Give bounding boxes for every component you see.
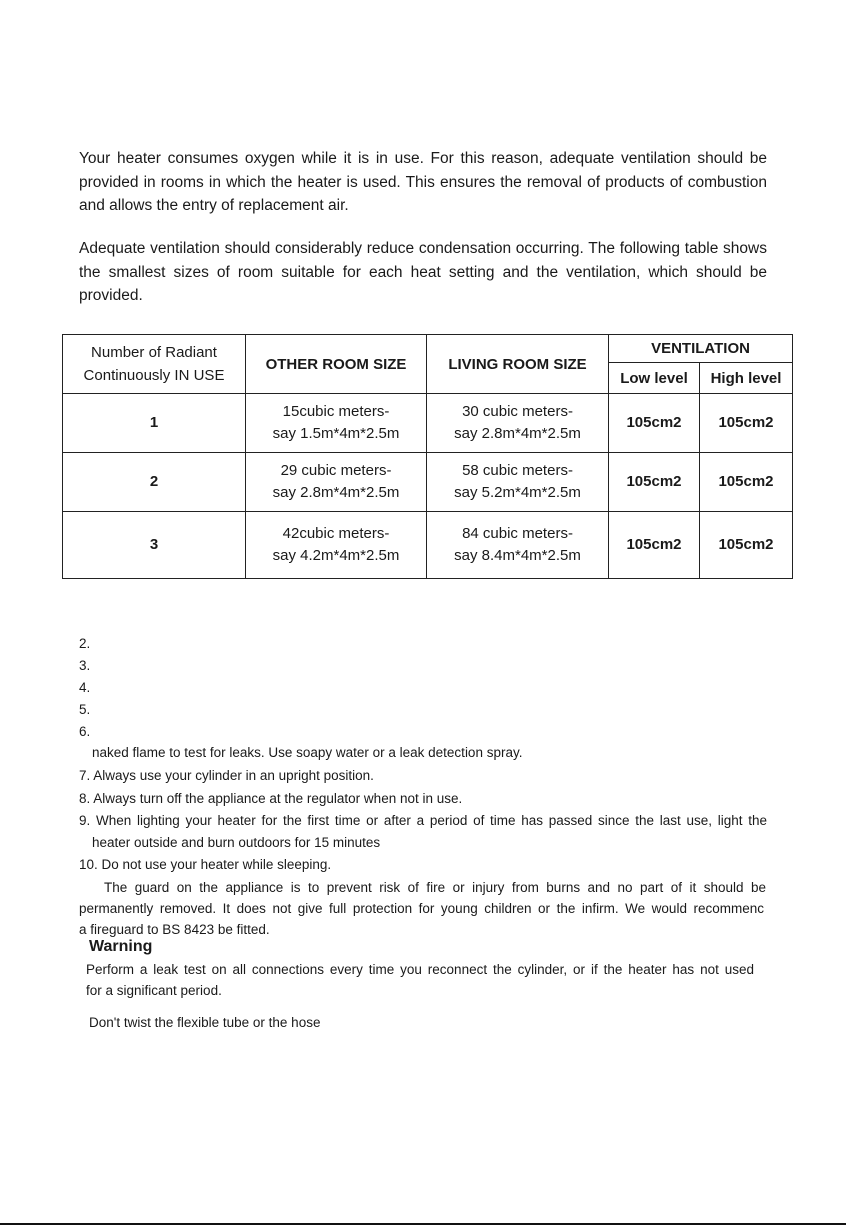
table-row [63,453,793,512]
intro-paragraph-oxygen: Your heater consumes oxygen while it is in use. For this reason, adequate ventilation should be provided in rooms in which the heater is used. This ensures the removal of products of combustion and allows the entry of replacement air. [79,150,767,214]
living-room-dims: say 2.8m*4m*2.5m [454,425,581,442]
guard-note-line2: permanently removed. It does not give full protection for young children or the infirm. We would recommenc [79,901,764,916]
list-number-3: 3. [79,658,91,673]
living-room-cell [427,512,609,579]
list-item-6-continuation: naked flame to test for leaks. Use soapy water or a leak detection spray. [92,745,523,760]
list-number-6: 6. [79,724,91,739]
list-number-5: 5. [79,702,91,717]
other-room-cell [246,394,427,453]
other-room-volume: 42cubic meters- [282,525,390,542]
radiants-cell: 3 [63,512,246,579]
other-room-dims: say 1.5m*4m*2.5m [272,425,400,442]
other-room-dims: say 2.8m*4m*2.5m [272,484,400,501]
header-other-room: OTHER ROOM SIZE [246,335,427,394]
table-row [63,512,793,579]
warning-title: Warning [89,938,153,955]
table-row [63,394,793,453]
warning-line3: Don't twist the flexible tube or the hose [89,1015,321,1030]
header-radiants-line2: Continuously IN USE [83,367,225,384]
other-room-cell [246,512,427,579]
intro-paragraph-condensation: Adequate ventilation should considerably reduce condensation occurring. The following table shows the smallest sizes of room suitable for each heat setting and the ventilation, which should be provided. [79,240,767,304]
high-level-cell: 105cm2 [700,453,793,512]
warning-line1: Perform a leak test on all connections every time you reconnect the cylinder, or if the heater has not used [86,962,754,977]
list-number-2: 2. [79,636,91,651]
living-room-dims: say 8.4m*4m*2.5m [454,547,581,564]
low-level-cell: 105cm2 [609,453,700,512]
list-item-8: 8. Always turn off the appliance at the regulator when not in use. [79,791,463,806]
other-room-dims: say 4.2m*4m*2.5m [272,547,400,564]
header-radiants-line1: Number of Radiant [91,344,217,361]
header-ventilation: VENTILATION [609,335,793,363]
radiants-cell: 2 [63,453,246,512]
low-level-cell: 105cm2 [609,394,700,453]
guard-note-line1: The guard on the appliance is to prevent risk of fire or injury from burns and no part of it should be [104,880,766,895]
list-number-4: 4. [79,680,91,695]
other-room-volume: 29 cubic meters- [280,462,392,479]
ventilation-table [62,334,793,579]
header-high-level: High level [700,363,793,394]
high-level-cell: 105cm2 [700,394,793,453]
living-room-volume: 58 cubic meters- [462,462,573,479]
list-item-7: 7. Always use your cylinder in an upright position. [79,768,374,783]
other-room-cell [246,453,427,512]
radiants-cell: 1 [63,394,246,453]
living-room-cell [427,453,609,512]
guard-note-line3: a fireguard to BS 8423 be fitted. [79,922,270,937]
list-item-9-line1: 9. When lighting your heater for the first time or after a period of time has passed since the last use, light the [79,813,767,828]
header-radiants [63,335,246,394]
living-room-volume: 30 cubic meters- [462,403,573,420]
living-room-cell [427,394,609,453]
list-item-10: 10. Do not use your heater while sleeping. [79,857,332,872]
living-room-dims: say 5.2m*4m*2.5m [454,484,581,501]
high-level-cell: 105cm2 [700,512,793,579]
header-living-room: LIVING ROOM SIZE [427,335,609,394]
warning-line2: for a significant period. [86,983,222,998]
living-room-volume: 84 cubic meters- [462,525,573,542]
other-room-volume: 15cubic meters- [282,403,390,420]
header-low-level: Low level [609,363,700,394]
low-level-cell: 105cm2 [609,512,700,579]
list-item-9-line2: heater outside and burn outdoors for 15 minutes [92,835,381,850]
bottom-rule [0,1223,846,1225]
